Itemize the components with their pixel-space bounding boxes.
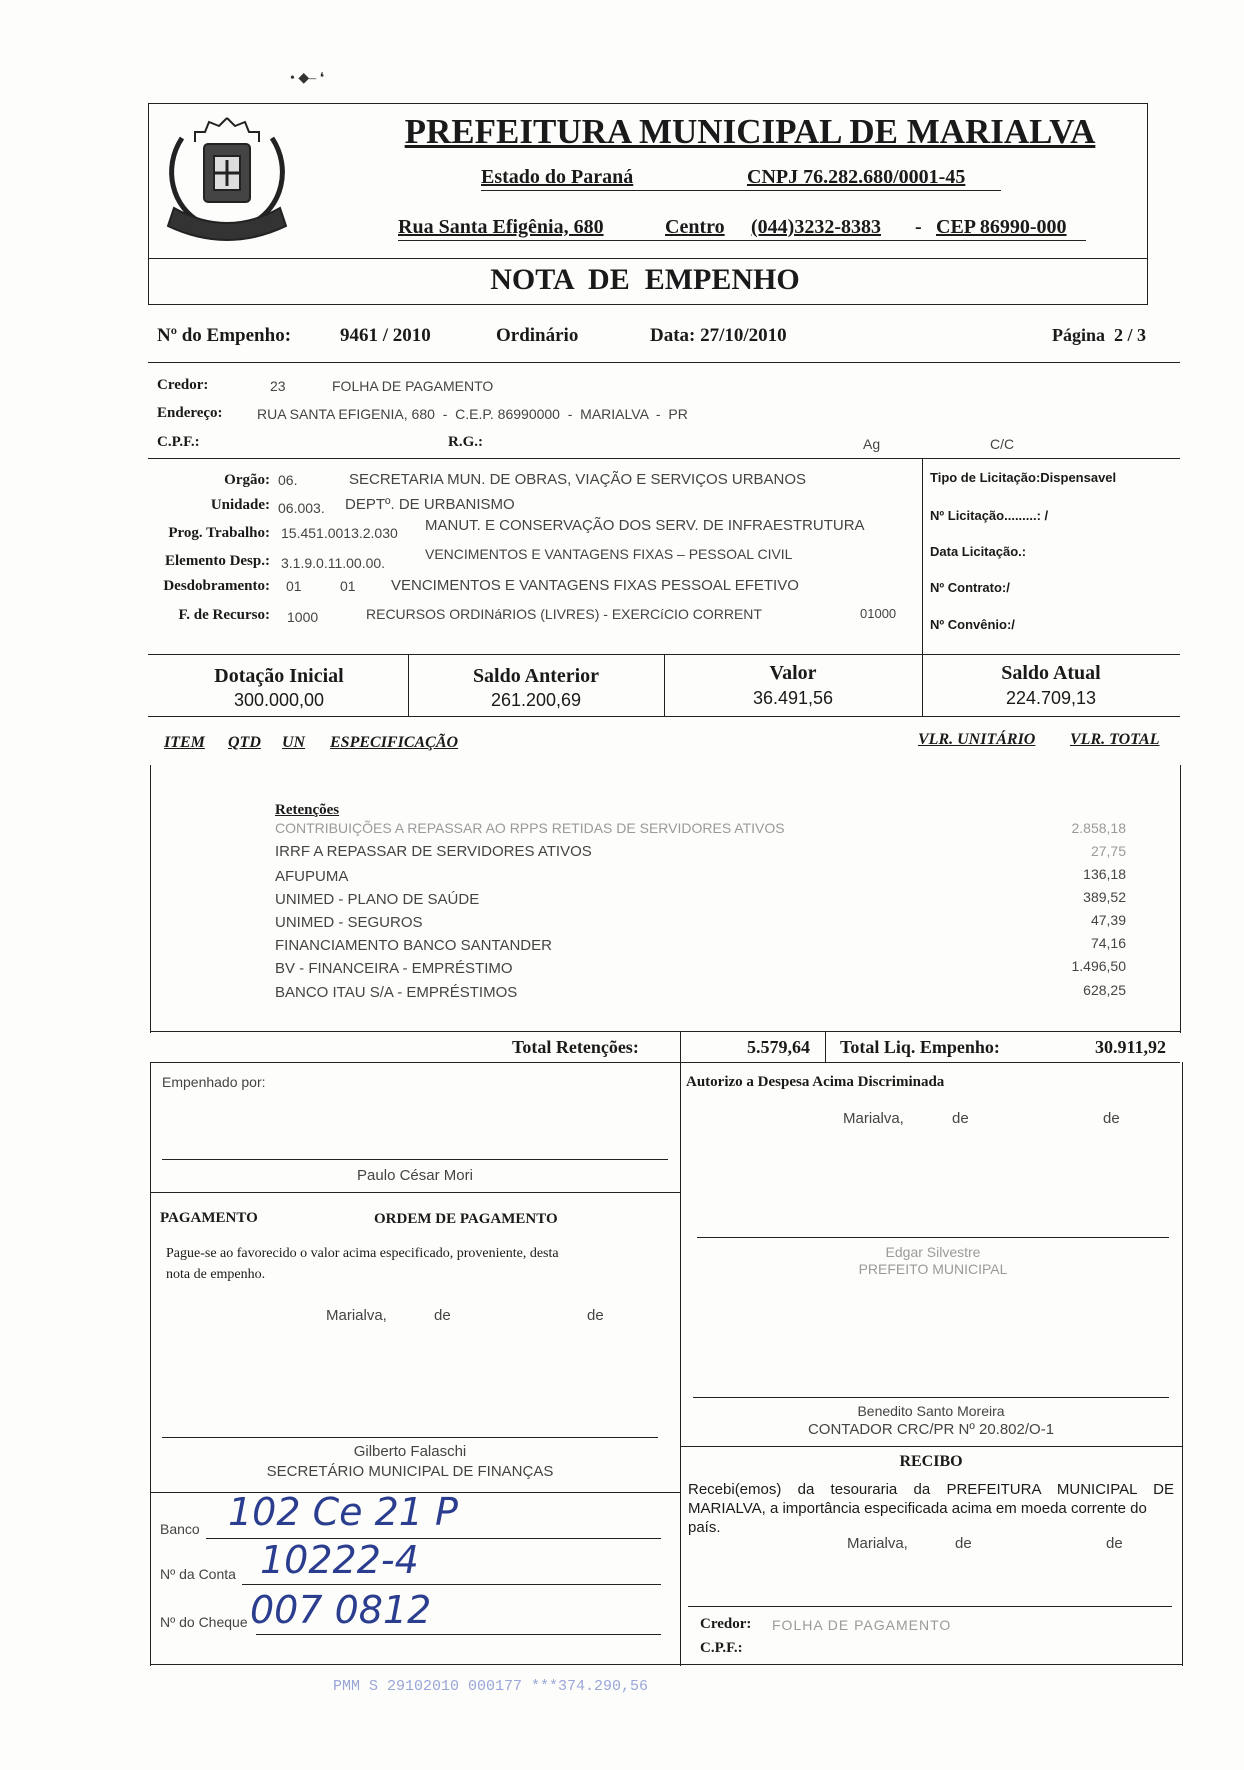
desdobramento-code2: 01 — [340, 578, 356, 594]
recibo-signature-line — [688, 1606, 1172, 1607]
elemento-name: VENCIMENTOS E VANTAGENS FIXAS – PESSOAL CIVIL — [425, 546, 793, 562]
contador-role: CONTADOR CRC/PR Nº 20.802/O-1 — [807, 1421, 1055, 1438]
autorizo-de2: de — [1103, 1110, 1120, 1127]
retencao-desc: BV - FINANCEIRA - EMPRÉSTIMO — [275, 960, 513, 977]
retencao-value: 27,75 — [1090, 843, 1126, 859]
saldo-anterior-value: 261.200,69 — [490, 690, 582, 710]
licitacao-tipo: Tipo de Licitação:Dispensavel — [930, 470, 1117, 485]
prog-code: 15.451.0013.2.030 — [281, 525, 398, 541]
total-liquido-label: Total Liq. Empenho: — [840, 1037, 1000, 1057]
saldo-atual-label: Saldo Atual — [1001, 662, 1101, 684]
secretario-role: SECRETÁRIO MUNICIPAL DE FINANÇAS — [266, 1463, 554, 1480]
desdobramento-label: Desdobramento: — [163, 578, 270, 594]
licitacao-numero: Nº Licitação.........: / — [930, 508, 1049, 523]
retencao-value: 628,25 — [1083, 982, 1126, 998]
recibo-credor-value: FOLHA DE PAGAMENTO — [772, 1617, 952, 1633]
prefeito-name: Edgar Silvestre — [885, 1244, 981, 1260]
retencao-desc: UNIMED - PLANO DE SAÚDE — [275, 891, 480, 908]
cep-label: CEP 86990-000 — [936, 216, 1067, 238]
endereco-label: Endereço: — [157, 405, 223, 421]
contador-name: Benedito Santo Moreira — [857, 1403, 1005, 1419]
total-retencoes-value: 5.579,64 — [747, 1037, 810, 1057]
district-label: Centro — [665, 216, 725, 238]
cheque-handwritten: 007 0812 — [250, 1588, 432, 1632]
banco-label: Banco — [160, 1521, 200, 1537]
prog-name: MANUT. E CONSERVAÇÃO DOS SERV. DE INFRAESTRUTURA — [425, 517, 865, 534]
col-qtd: QTD — [228, 734, 261, 751]
elemento-code: 3.1.9.0.11.00.00. — [281, 555, 386, 571]
empenhado-divider — [150, 1192, 680, 1193]
recurso-label: F. de Recurso: — [178, 607, 270, 623]
orgao-name: SECRETARIA MUN. DE OBRAS, VIAÇÃO E SERVIÇOS URBANOS — [349, 471, 807, 488]
conta-line — [242, 1584, 661, 1585]
prefeito-signature-line — [697, 1237, 1169, 1238]
licitacao-divider — [922, 458, 923, 654]
empenhado-name: Paulo César Mori — [357, 1167, 473, 1184]
bottom-right — [1182, 1062, 1183, 1666]
unidade-code: 06.003. — [278, 500, 325, 516]
contador-signature-line — [693, 1397, 1169, 1398]
recibo-label: RECIBO — [899, 1453, 963, 1470]
dotacao-value: 300.000,00 — [233, 690, 325, 710]
cc-label: C/C — [990, 436, 1015, 452]
retencao-value: 1.496,50 — [1071, 958, 1126, 974]
conta-handwritten: 10222-4 — [260, 1538, 419, 1582]
empenho-type: Ordinário — [496, 325, 579, 346]
state-underline — [481, 190, 1001, 191]
desdobramento-name: VENCIMENTOS E VANTAGENS FIXAS PESSOAL EFETIVO — [391, 577, 799, 594]
page-number: Página 2 / 3 — [1052, 325, 1147, 345]
saldo-atual-value: 224.709,13 — [1005, 688, 1097, 708]
valor-value: 36.491,56 — [752, 688, 834, 708]
empenho-divider — [148, 362, 1180, 363]
page-title: PREFEITURA MUNICIPAL DE MARIALVA — [404, 112, 1096, 151]
recibo-de2: de — [1106, 1535, 1123, 1552]
autorizo-city: Marialva, — [843, 1110, 904, 1127]
credor-code: 23 — [270, 378, 286, 394]
recibo-credor-label: Credor: — [700, 1616, 752, 1632]
pagamento-text-2: nota de empenho. — [166, 1267, 266, 1282]
col-vlr-unitario: VLR. UNITÁRIO — [918, 731, 1036, 748]
retencao-desc: FINANCIAMENTO BANCO SANTANDER — [275, 937, 552, 954]
empenhado-signature-line — [162, 1159, 668, 1160]
totals-bottom — [150, 1062, 1180, 1063]
phone-label: (044)3232-8383 — [751, 216, 881, 238]
recurso-name: RECURSOS ORDINáRIOS (LIVRES) - EXERCíCIO CORRENT — [366, 606, 762, 622]
saldo-anterior-label: Saldo Anterior — [472, 665, 600, 687]
cheque-label: Nº do Cheque — [160, 1614, 248, 1630]
items-right — [1180, 765, 1181, 1033]
licitacao-contrato: Nº Contrato:/ — [930, 580, 1010, 595]
pagamento-de2: de — [587, 1307, 604, 1324]
licitacao-data: Data Licitação.: — [930, 544, 1027, 559]
cpf-label: C.P.F.: — [157, 434, 200, 450]
recurso-code: 1000 — [287, 609, 319, 625]
unidade-name: DEPTº. DE URBANISMO — [345, 496, 515, 513]
recurso-code2: 01000 — [860, 606, 897, 621]
retencao-desc: CONTRIBUIÇÕES A REPASSAR AO RPPS RETIDAS DE SERVIDORES ATIVOS — [275, 820, 785, 836]
pagamento-city: Marialva, — [326, 1307, 387, 1324]
retencao-desc: BANCO ITAU S/A - EMPRÉSTIMOS — [275, 984, 518, 1001]
recibo-text-3: país. — [688, 1519, 721, 1536]
retencao-value: 74,16 — [1090, 935, 1126, 951]
empenho-date: Data: 27/10/2010 — [650, 325, 787, 346]
cnpj-label: CNPJ 76.282.680/0001-45 — [747, 166, 966, 188]
secretario-signature-line — [162, 1437, 658, 1438]
address-label: Rua Santa Efigênia, 680 — [398, 216, 604, 238]
totals-sep-1 — [680, 1031, 681, 1062]
pagamento-text-1: Pague-se ao favorecido o valor acima especificado, proveniente, desta — [166, 1246, 559, 1261]
totals-top — [150, 1031, 1180, 1032]
recibo-city: Marialva, — [847, 1535, 908, 1552]
retencao-value: 2.858,18 — [1071, 820, 1126, 836]
total-retencoes-label: Total Retenções: — [512, 1037, 639, 1057]
ag-label: Ag — [863, 436, 881, 452]
bottom-middle — [680, 1062, 681, 1666]
unidade-label: Unidade: — [210, 497, 270, 513]
totals-sep-2 — [825, 1031, 826, 1062]
conta-label: Nº da Conta — [160, 1566, 236, 1582]
scan-mark: • ◆– ❛ — [290, 71, 325, 86]
col-vlr-total: VLR. TOTAL — [1070, 731, 1160, 748]
prog-label: Prog. Trabalho: — [168, 525, 270, 541]
total-liquido-value: 30.911,92 — [1094, 1037, 1166, 1057]
pagamento-label: PAGAMENTO — [160, 1210, 258, 1226]
items-left — [150, 765, 151, 1033]
state-label: Estado do Paraná — [481, 166, 634, 188]
header-divider — [148, 258, 1148, 259]
empenhado-label: Empenhado por: — [162, 1074, 266, 1090]
col-un: UN — [282, 734, 306, 751]
retencoes-title: Retenções — [275, 802, 340, 818]
retencao-value: 389,52 — [1083, 889, 1126, 905]
cheque-line — [256, 1634, 661, 1635]
retencao-value: 47,39 — [1090, 912, 1126, 928]
recibo-cpf-label: C.P.F.: — [700, 1640, 743, 1656]
autorizo-de1: de — [952, 1110, 969, 1127]
valor-label: Valor — [769, 662, 817, 684]
recibo-text-2: MARIALVA, a importância especificada acima em moeda corrente do — [688, 1500, 1147, 1517]
elemento-label: Elemento Desp.: — [165, 553, 270, 569]
retencao-value: 136,18 — [1083, 866, 1126, 882]
recibo-text-1: Recebi(emos) da tesouraria da PREFEITURA MUNICIPAL DE — [688, 1481, 1174, 1498]
saldos-bottom — [148, 716, 1180, 717]
ordem-label: ORDEM DE PAGAMENTO — [374, 1211, 558, 1227]
retencao-desc: AFUPUMA — [275, 868, 349, 885]
pagamento-de1: de — [434, 1307, 451, 1324]
desdobramento-code1: 01 — [286, 578, 302, 594]
rg-label: R.G.: — [448, 434, 483, 450]
coat-of-arms-icon — [152, 108, 302, 256]
credor-name: FOLHA DE PAGAMENTO — [332, 378, 494, 394]
document-title: NOTA DE EMPENHO — [490, 263, 800, 296]
separator-dash: - — [915, 216, 922, 238]
recibo-top — [680, 1446, 1182, 1447]
col-especificacao: ESPECIFICAÇÃO — [330, 734, 459, 751]
dotacao-label: Dotação Inicial — [214, 665, 344, 687]
retencao-desc: UNIMED - SEGUROS — [275, 914, 423, 931]
empenho-label: Nº do Empenho: — [157, 325, 292, 346]
credor-divider — [148, 458, 1180, 459]
col-item: ITEM — [164, 734, 205, 751]
bottom-end — [150, 1664, 1183, 1665]
prefeito-role: PREFEITO MUNICIPAL — [858, 1261, 1008, 1277]
credor-label: Credor: — [157, 377, 209, 393]
empenho-number: 9461 / 2010 — [340, 325, 431, 346]
orgao-label: Orgão: — [224, 472, 270, 488]
retencao-desc: IRRF A REPASSAR DE SERVIDORES ATIVOS — [275, 843, 592, 860]
autorizo-label: Autorizo a Despesa Acima Discriminada — [686, 1074, 945, 1090]
address-underline — [398, 240, 1086, 241]
bottom-left — [150, 1062, 151, 1666]
secretario-name: Gilberto Falaschi — [353, 1443, 467, 1460]
banco-handwritten: 102 Ce 21 P — [228, 1490, 458, 1534]
bank-stamp: PMM S 29102010 000177 ***374.290,56 — [333, 1678, 649, 1695]
orgao-code: 06. — [278, 472, 298, 488]
endereco-value: RUA SANTA EFIGENIA, 680 - C.E.P. 86990000 - MARIALVA - PR — [257, 406, 688, 422]
recibo-de1: de — [955, 1535, 972, 1552]
licitacao-convenio: Nº Convênio:/ — [930, 617, 1015, 632]
